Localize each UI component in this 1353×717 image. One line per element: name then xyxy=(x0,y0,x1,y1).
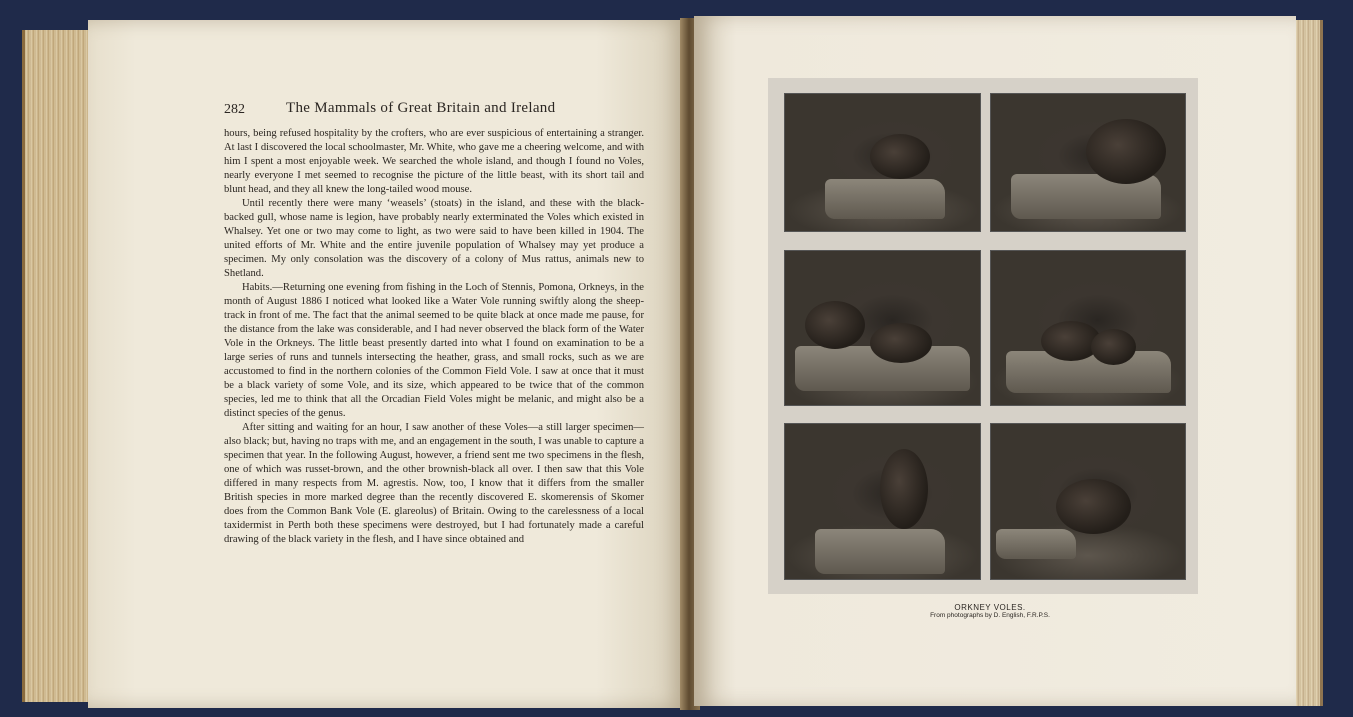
left-page-edges xyxy=(22,30,97,702)
rock xyxy=(1006,351,1171,393)
running-title: The Mammals of Great Britain and Ireland xyxy=(286,100,556,116)
vole xyxy=(1091,329,1136,365)
page-number: 282 xyxy=(224,102,245,117)
vole-photo xyxy=(990,250,1186,406)
vole xyxy=(1056,479,1131,534)
vole xyxy=(1086,119,1166,184)
vole-photo xyxy=(784,423,981,580)
rock xyxy=(815,529,945,574)
vole xyxy=(870,323,932,363)
body-text xyxy=(224,127,644,547)
vole-photo xyxy=(784,250,981,406)
plate-caption xyxy=(900,603,1080,619)
vole-photo xyxy=(990,423,1186,580)
rock xyxy=(825,179,945,219)
caption-title: ORKNEY VOLES. xyxy=(954,603,1026,612)
vole xyxy=(880,449,928,529)
caption-credit: From photographs by D. English, F.R.P.S. xyxy=(930,612,1050,619)
vole xyxy=(805,301,865,349)
paragraph: After sitting and waiting for an hour, I saw another of these Voles—a still larger specimen—also black; but, having no traps with me, and an engagement in the south, I was unable to capture a specimen that year. In the following August, however, a friend sent me two specimens in the flesh, one of which was russet-brown, and the other brownish-black all over. I then saw that this Vole differed in many respects from M. agrestis. Now, too, I know that it differs from the smaller British species in more marked degree than the recently discovered E. skomerensis of Skomer does from the Common Bank Vole (E. glareolus) of Britain. Owing to the carelessness of a local taxidermist in Perth both these specimens were destroyed, but I had fortunately made a careful drawing of the black variety in the flesh, and I have since obtained and xyxy=(224,422,644,545)
photo-plate xyxy=(768,78,1198,594)
page-header xyxy=(224,100,664,124)
vole-photo xyxy=(784,93,981,232)
paragraph: Habits.—Returning one evening from fishing in the Loch of Stennis, Pomona, Orkneys, in the month of August 1886 I noticed what looked like a Water Vole running swiftly along the sheep-track in front of me. The fact that the animal seemed to be quite black at once made me pause, for the distance from the lake was considerable, and I had never observed the black form of the Water Vole in the Orkneys. The little beast presently darted into what I found on examination to be a large series of runs and tunnels intersecting the heather, grass, and small rocks, such as we are accustomed to find in the northern colonies of the Common Field Vole. I saw at once that it must be a black variety of some Vole, and its size, which appeared to be twice that of the common species, led me to think that all the Orcadian Field Voles might be melanic, and might also be a distinct species of the genus. xyxy=(224,282,644,419)
vole xyxy=(870,134,930,179)
vole-photo xyxy=(990,93,1186,232)
rock xyxy=(996,529,1076,559)
paragraph: hours, being refused hospitality by the crofters, who are ever suspicious of entertaining a stranger. At last I discovered the local schoolmaster, Mr. White, who gave me a cheering welcome, and with him I spent a most enjoyable week. We searched the whole island, and though I found no Voles, nearly everyone I met seemed to recognise the picture of the little beast, with its short tail and blunt head, and they all knew the long-tailed wood mouse. xyxy=(224,128,644,195)
paragraph: Until recently there were many ‘weasels’ (stoats) in the island, and these with the black-backed gull, whose name is legion, have probably nearly exterminated the Voles which existed in Whalsey. Yet one or two may come to light, as two were said to have been killed in 1904. The united efforts of Mr. White and the entire juvenile population of Whalsey may yet produce a specimen. My only consolation was the discovery of a colony of Mus rattus, animals new to Shetland. xyxy=(224,198,644,279)
